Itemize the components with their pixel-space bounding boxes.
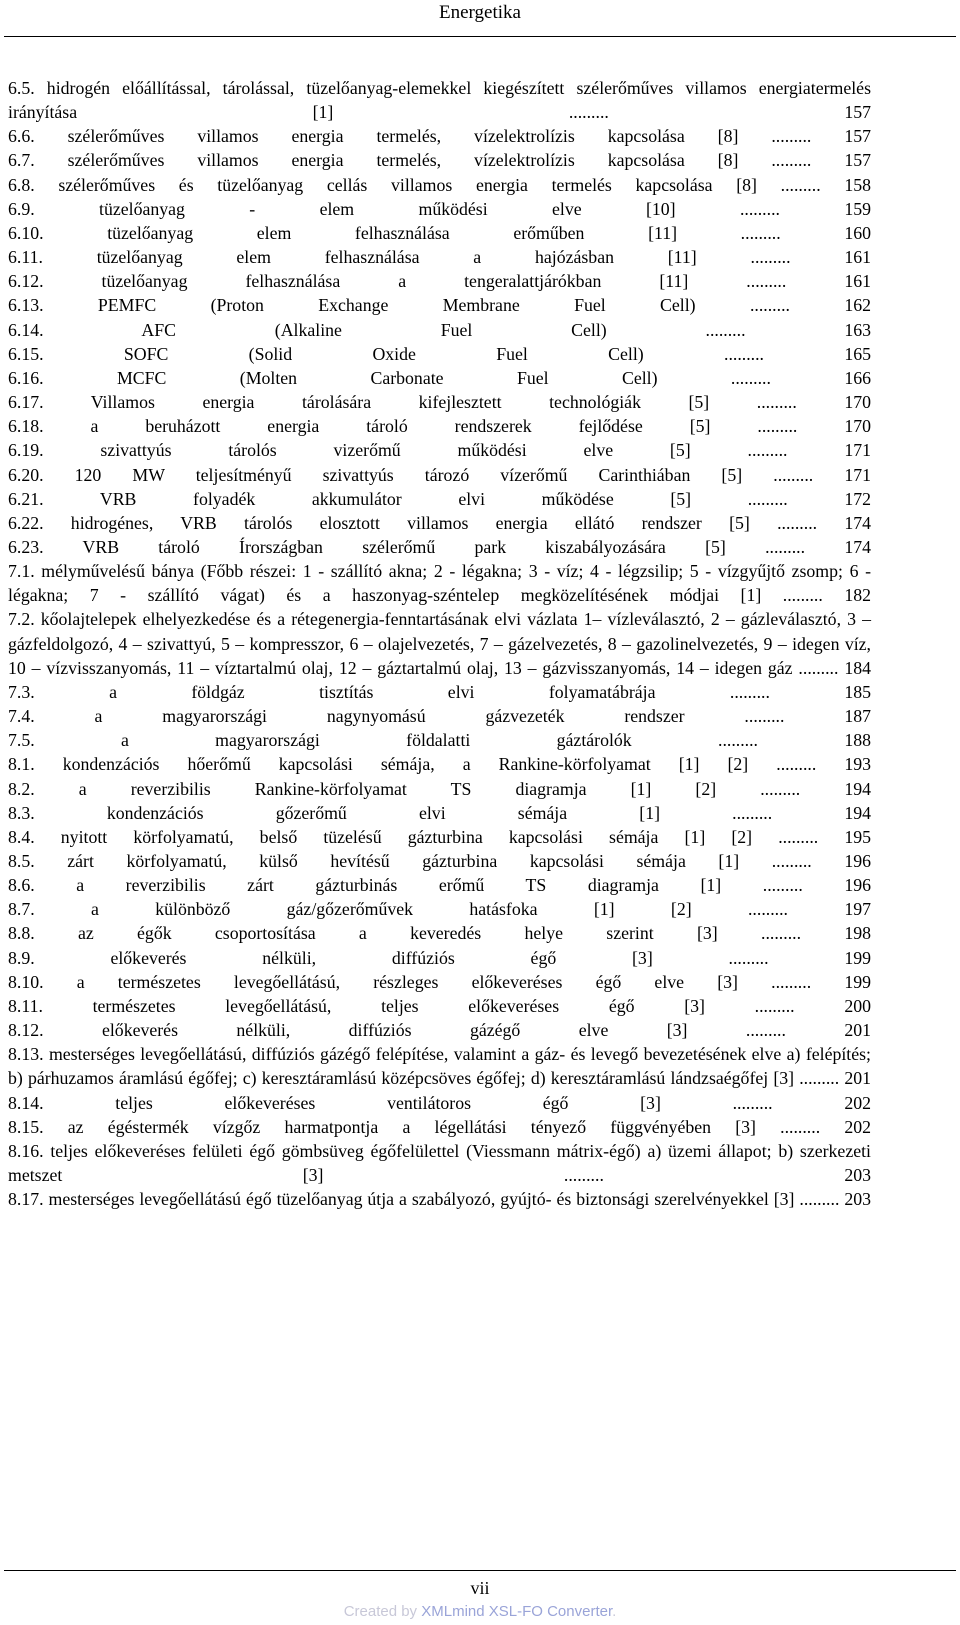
toc-entry-text: 6.6. szélerőműves villamos energia termelés, vízelektrolízis kapcsolása [8] (8, 126, 739, 147)
toc-entry-page: 196 (844, 875, 871, 896)
toc-entry[interactable] (8, 487, 871, 511)
toc-entry[interactable] (8, 511, 871, 535)
toc-entry-text: 8.5. zárt körfolyamatú, külső hevítésű gázturbina kapcsolási sémája [1] (8, 851, 740, 871)
toc-entry-page: 187 (844, 706, 871, 727)
toc-entry-page: 171 (844, 464, 871, 485)
toc-entry-text: 8.17. mesterséges levegőellátású égő tüzelőanyag útja a szabályozó, gyújtó- és biztonsági szerelvényekkel [3] (8, 1189, 795, 1210)
toc-leader-dots: ......... (738, 126, 845, 147)
toc-entry[interactable] (8, 366, 871, 390)
toc-entry-text: 6.20. 120 MW teljesítményű szivattyús tározó vízerőmű Carinthiában [5] (8, 464, 743, 485)
toc-leader-dots: ......... (717, 923, 845, 944)
toc-entry-text: 8.6. a reverzibilis zárt gázturbinás erőmű TS diagramja [1] (8, 875, 722, 896)
watermark-brand: XMLmind XSL-FO Converter (421, 1603, 613, 1620)
toc-leader-dots: ......... (655, 681, 845, 702)
toc-entry-text: 6.9. tüzelőanyag - elem működési elve [10] (8, 198, 676, 219)
toc-entry[interactable] (8, 318, 871, 342)
toc-leader-dots: ......... (738, 150, 845, 171)
toc-leader-dots: ......... (737, 971, 845, 992)
toc-entry-text: 8.16. teljes előkeveréses felületi égő gömbsüveg égőfelülettel (Viessmann mátrix-égő) a) üzemi állapot; b) szerkezeti metszet [3] (8, 1140, 871, 1186)
toc-entry-text: 7.3. a földgáz tisztítás elvi folyamatábrája (8, 681, 656, 702)
toc-leader-dots: ......... (690, 440, 845, 461)
toc-entry-page: 162 (844, 295, 871, 316)
toc-leader-dots: ......... (716, 778, 845, 799)
toc-entry-page: 199 (844, 947, 871, 968)
toc-leader-dots: ......... (323, 1165, 845, 1186)
toc-entry[interactable] (8, 293, 871, 317)
toc-leader-dots: ......... (687, 1020, 845, 1041)
toc-leader-dots: ......... (709, 392, 845, 413)
toc-leader-dots: ......... (792, 657, 845, 678)
toc-entry[interactable] (8, 873, 871, 897)
toc-entry-page: 182 (844, 585, 871, 606)
toc-entry[interactable] (8, 245, 871, 269)
toc-entry[interactable] (8, 1091, 871, 1115)
toc-entry[interactable] (8, 921, 871, 945)
toc-entry-page: 196 (844, 851, 871, 871)
toc-entry[interactable] (8, 1187, 871, 1211)
toc-entry-text: 6.14. AFC (Alkaline Fuel Cell) (8, 319, 607, 340)
toc-entry-page: 200 (844, 995, 871, 1016)
toc-leader-dots: ......... (756, 174, 845, 195)
toc-entry-text: 8.14. teljes előkeveréses ventilátoros égő [3] (8, 1092, 661, 1113)
toc-entry[interactable] (8, 1115, 871, 1139)
toc-entry-page: 165 (844, 343, 871, 364)
toc-leader-dots: ......... (704, 995, 845, 1016)
converter-watermark (0, 1602, 960, 1622)
toc-entry-text: 6.8. szélerőműves és tüzelőanyag cellás villamos energia termelés kapcsolása [8] (8, 174, 757, 195)
toc-entry-page: 160 (844, 222, 871, 243)
toc-leader-dots: ......... (684, 706, 845, 727)
toc-leader-dots: ......... (606, 319, 845, 340)
toc-leader-dots: ......... (710, 416, 845, 437)
page-number: vii (470, 1578, 490, 1598)
toc-entry-page: 159 (844, 198, 871, 219)
toc-entry-text: 8.11. természetes levegőellátású, teljes előkeveréses égő [3] (8, 995, 705, 1016)
toc-entry[interactable] (8, 173, 871, 197)
toc-entry-text: 8.12. előkeverés nélküli, diffúziós gázégő elve [3] (8, 1020, 688, 1041)
toc-leader-dots: ......... (742, 464, 845, 485)
toc-entry-text: 7.4. a magyarországi nagynyomású gázvezeték rendszer (8, 706, 685, 727)
toc-leader-dots: ......... (695, 295, 845, 316)
toc-entry[interactable] (8, 897, 871, 921)
toc-entry[interactable] (8, 849, 871, 873)
toc-entry-text: 6.16. MCFC (Molten Carbonate Fuel Cell) (8, 367, 658, 388)
toc-entry[interactable] (8, 704, 871, 728)
toc-entry-page: 161 (844, 247, 871, 268)
toc-entry[interactable] (8, 342, 871, 366)
toc-entry[interactable] (8, 390, 871, 414)
toc-entry-page: 202 (844, 1092, 871, 1113)
toc-entry-page: 157 (844, 126, 871, 147)
toc-entry[interactable] (8, 76, 871, 124)
toc-leader-dots: ......... (761, 585, 845, 606)
toc-entry-text: 8.4. nyitott körfolyamatú, belső tüzelésű gázturbina kapcsolási sémája [1] [2] (8, 826, 753, 847)
toc-leader-dots: ......... (643, 343, 845, 364)
toc-entry[interactable] (8, 994, 871, 1018)
toc-entry-text: 8.3. kondenzációs gőzerőmű elvi sémája [1] (8, 802, 661, 823)
toc-leader-dots: ......... (677, 222, 845, 243)
toc-leader-dots: ......... (696, 247, 845, 268)
toc-entry-text: 6.13. PEMFC (Proton Exchange Membrane Fuel Cell) (8, 295, 696, 316)
toc-entry-page: 194 (844, 778, 871, 799)
toc-entry-page: 195 (844, 826, 871, 847)
toc-leader-dots: ......... (657, 367, 845, 388)
toc-entry-page: 174 (844, 512, 872, 533)
toc-entry-text: 6.22. hidrogénes, VRB tárolós elosztott villamos energia ellátó rendszer [5] (8, 512, 750, 533)
toc-entry-page: 193 (844, 754, 871, 775)
toc-entry-page: 161 (844, 271, 871, 292)
toc-entry-page: 194 (844, 802, 871, 823)
toc-entry-text: 8.7. a különböző gáz/gőzerőművek hatásfoka [1] [2] (8, 899, 692, 920)
toc-entry[interactable] (8, 1139, 871, 1187)
toc-entry[interactable] (8, 559, 871, 607)
toc-entry[interactable] (8, 438, 871, 462)
toc-entry-text: 6.11. tüzelőanyag elem felhasználása a hajózásban [11] (8, 247, 697, 268)
toc-leader-dots: ......... (631, 730, 845, 751)
toc-entry-page: 201 (844, 1020, 871, 1041)
toc-leader-dots: ......... (660, 802, 845, 823)
toc-entry-page: 198 (844, 923, 872, 944)
toc-entry-text: 8.1. kondenzációs hőerőmű kapcsolási sémája, a Rankine-körfolyamat [1] [2] (8, 754, 749, 775)
toc-entry-text: 6.7. szélerőműves villamos energia termelés, vízelektrolízis kapcsolása [8] (8, 150, 739, 171)
toc-entry[interactable] (8, 825, 871, 849)
toc-entry-text: 8.13. mesterséges levegőellátású, diffúziós gázégő felépítése, valamint a gáz- és levegő bevezetésének elve a) felépítés; b) párhuzamos áramlású égőfej; c) keresztáramlású középcsöves égőfej; d) keresztáramlású lándzsaégőfej [3] (8, 1044, 871, 1089)
toc-leader-dots: ......... (660, 1092, 845, 1113)
watermark-prefix: Created by (343, 1603, 422, 1620)
toc-leader-dots: ......... (333, 102, 845, 123)
toc-entry-text: 6.23. VRB tároló Írországban szélerőmű park kiszabályozására [5] (8, 536, 726, 557)
toc-entry[interactable] (8, 221, 871, 245)
toc-entry-page: 174 (844, 536, 871, 557)
toc-entry[interactable] (8, 535, 871, 559)
toc-leader-dots: ......... (691, 899, 845, 920)
toc-entry-page: 184 (844, 657, 871, 678)
toc-entry-page: 171 (844, 440, 871, 461)
toc-entry-page: 166 (844, 367, 871, 388)
toc-entry[interactable] (8, 269, 871, 293)
toc-entry-text: 8.10. a természetes levegőellátású, részleges előkeveréses égő elve [3] (8, 971, 738, 992)
toc-entry-page: 203 (844, 1189, 871, 1210)
toc-entry-page: 201 (844, 1068, 871, 1089)
toc-entry[interactable] (8, 148, 871, 172)
toc-leader-dots: ......... (691, 488, 845, 509)
footer-rule (4, 1570, 956, 1571)
toc-entry[interactable] (8, 463, 871, 487)
toc-entry-text: 8.2. a reverzibilis Rankine-körfolyamat TS diagramja [1] [2] (8, 778, 717, 799)
toc-entry-text: 6.19. szivattyús tárolós vizerőmű működési elve [5] (8, 440, 691, 461)
toc-entry[interactable] (8, 414, 871, 438)
toc-entry[interactable] (8, 197, 871, 221)
toc-entry[interactable] (8, 946, 871, 970)
toc-leader-dots: ......... (721, 875, 845, 896)
toc-entry[interactable] (8, 1042, 871, 1090)
toc-entry-text: 6.18. a beruházott energia tároló rendszerek fejlődése [5] (8, 416, 711, 437)
watermark-suffix: . (612, 1603, 617, 1620)
toc-entry-page: 163 (844, 319, 871, 340)
toc-entry[interactable] (8, 680, 871, 704)
toc-entry[interactable] (8, 124, 871, 148)
toc-entry-page: 157 (844, 150, 871, 171)
toc-entry[interactable] (8, 728, 871, 752)
toc-leader-dots: ......... (725, 536, 845, 557)
toc-leader-dots: ......... (675, 198, 845, 219)
toc-leader-dots: ......... (755, 1116, 845, 1137)
toc-entry-text: 6.21. VRB folyadék akkumulátor elvi működése [5] (8, 488, 692, 509)
toc-entry-page: 157 (844, 102, 871, 123)
toc-entry-text: 6.15. SOFC (Solid Oxide Fuel Cell) (8, 343, 644, 364)
running-header-title: Energetika (439, 2, 521, 23)
toc-leader-dots: ......... (752, 826, 845, 847)
toc-entry[interactable] (8, 607, 871, 679)
toc-entry-page: 185 (844, 681, 871, 702)
toc-entry-text: 7.2. kőolajtelepek elhelyezkedése és a rétegenergia-fenntartásának elvi vázlata 1– vízleválasztó, 2 – gázleválasztó, 3 – gázfeldolgozó, 4 – szivattyú, 5 – kompresszor, 6 – olajelvezetés, 7 – gázelvezetés, 8 – gazolinelvezetés, 9 – idegen víz, 10 – vízvisszanyomás, 11 – víztartalmú olaj, 12 – gáztartalmú olaj, 13 – gázvisszanyomás, 14 – idegen gáz (8, 609, 871, 678)
toc-entry-text: 6.12. tüzelőanyag felhasználása a tengeralattjárókban [11] (8, 271, 689, 292)
toc-entry-page: 199 (844, 971, 871, 992)
toc-entry-page: 188 (844, 730, 871, 751)
toc-entry-page: 170 (844, 392, 871, 413)
toc-entry-page: 172 (844, 488, 871, 509)
toc-entry-page: 158 (844, 174, 871, 195)
toc-entry-text: 7.1. mélyművelésű bánya (Főbb részei: 1 - szállító akna; 2 - légakna; 3 - víz; 4 - légzsilip; 5 - vízgyűjtő zsomp; 6 - légakna; 7 - szállító vágat) és a haszonyag-széntelep megközelítésének módjai [1] (8, 561, 871, 606)
toc-entry[interactable] (8, 801, 871, 825)
toc-entry[interactable] (8, 970, 871, 994)
toc-entry[interactable] (8, 1018, 871, 1042)
toc-leader-dots: ......... (739, 851, 845, 871)
toc-leader-dots: ......... (748, 754, 845, 775)
toc-leader-dots: ......... (652, 947, 845, 968)
toc-entry[interactable] (8, 752, 871, 776)
toc-entry-page: 203 (844, 1165, 871, 1186)
toc-entry[interactable] (8, 777, 871, 801)
toc-leader-dots: ......... (794, 1189, 845, 1210)
list-of-figures (8, 76, 871, 1211)
toc-entry-text: 8.8. az égők csoportosítása a keveredés helye szerint [3] (8, 923, 718, 944)
toc-entry-text: 8.15. az égéstermék vízgőz harmatpontja a légellátási tényező függvényében [3] (8, 1116, 756, 1137)
toc-entry-page: 197 (844, 899, 871, 920)
toc-leader-dots: ......... (688, 271, 845, 292)
toc-entry-text: 8.9. előkeverés nélküli, diffúziós égő [3] (8, 947, 653, 968)
toc-leader-dots: ......... (749, 512, 845, 533)
toc-entry-text: 6.10. tüzelőanyag elem felhasználása erőműben [11] (8, 222, 678, 243)
toc-entry-text: 6.5. hidrogén előállítással, tárolással, tüzelőanyag-elemekkel kiegészített szélerőműves villamos energiatermelés irányítása [1] (8, 78, 871, 123)
toc-entry-page: 170 (844, 416, 871, 437)
toc-leader-dots: ......... (794, 1068, 845, 1089)
toc-entry-text: 7.5. a magyarországi földalatti gáztárolók (8, 730, 632, 751)
toc-entry-page: 202 (844, 1116, 871, 1137)
header-rule (4, 36, 956, 37)
toc-entry-text: 6.17. Villamos energia tárolására kifejlesztett technológiák [5] (8, 392, 710, 413)
